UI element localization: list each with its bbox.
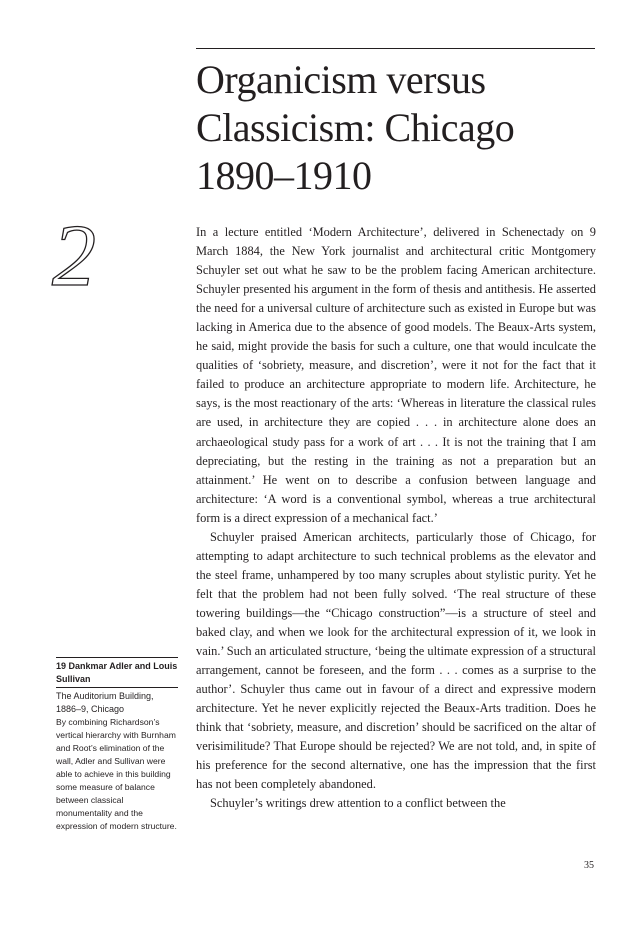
- caption-title: 19 Dankmar Adler and Louis Sullivan: [56, 661, 178, 684]
- top-rule: [196, 48, 595, 49]
- chapter-number: 2: [52, 208, 96, 305]
- body-text: [196, 223, 596, 813]
- body-paragraph: In a lecture entitled ‘Modern Architecture’, delivered in Schenectady on 9 March 1884, the New York journalist and architectural critic Montgomery Schuyler set out what he saw to be the problem facing American architecture. Schuyler presented his argument in the form of thesis and antithesis. He asserted the need for a universal culture of architecture such as existed in Europe but was lacking in America due to the absence of good models. The Beaux-Arts system, he said, might provide the basis for such a culture, one that would inculcate the qualities of ‘sobriety, measure, and discretion’, were it not for the fact that it failed to produce an architecture appropriate to modern life. Architecture, he says, is the most reactionary of the arts: ‘Whereas in literature the classical rules are used, in architecture they are copied . . . in architecture alone does an archaeological study pass for a work of art . . . It is not the training that I am depreciating, but the resting in the training as not a preparation but an attainment.’ He went on to describe a confusion between language and architecture: ‘A word is a conventional symbol, whereas a true architectural form is a direct expression of a mechanical fact.’: [196, 225, 596, 525]
- chapter-title-line: 1890–1910: [196, 153, 372, 198]
- figure-caption: [56, 657, 178, 833]
- chapter-title-line: Organicism versus: [196, 57, 486, 102]
- body-paragraph: Schuyler’s writings drew attention to a conflict between the: [210, 796, 506, 811]
- caption-subtitle: The Auditorium Building, 1886–9, Chicago: [56, 691, 154, 714]
- page-number: 35: [584, 860, 594, 871]
- caption-divider: [56, 687, 178, 688]
- caption-top-rule: [56, 657, 178, 658]
- chapter-title: [196, 56, 616, 200]
- caption-body: By combining Richardson’s vertical hierarchy with Burnham and Root’s elimination of the wall, Adler and Sullivan were able to achieve in this building some measure of balance between classical monumentality and the expression of modern structure.: [56, 717, 177, 831]
- chapter-title-line: Classicism: Chicago: [196, 105, 515, 150]
- body-paragraph: Schuyler praised American architects, particularly those of Chicago, for attempting to adapt architecture to such technical problems as the elevator and the steel frame, unhampered by too many scruples about stylistic purity. Yet he felt that the problem had not been fully solved. ‘The real structure of these towering buildings—the “Chicago construction”—is a structure of steel and baked clay, and when we look for the architectural expression of it, we look in vain.’ Such an articulated structure, ‘being the ultimate expression of a structural arrangement, cannot be foreseen, and the form . . . comes as a surprise to the author’. Schuyler thus came out in favour of a direct and expressive modern architecture. Yet he never explicitly rejected the Beaux-Arts tradition. Does he think that ‘sobriety, measure, and discretion’ should be sacrificed on the altar of verisimilitude? That Europe should be rejected? We are not told, and, in spite of his preference for the second alternative, one has the impression that the first has not been completely abandoned.: [196, 529, 596, 792]
